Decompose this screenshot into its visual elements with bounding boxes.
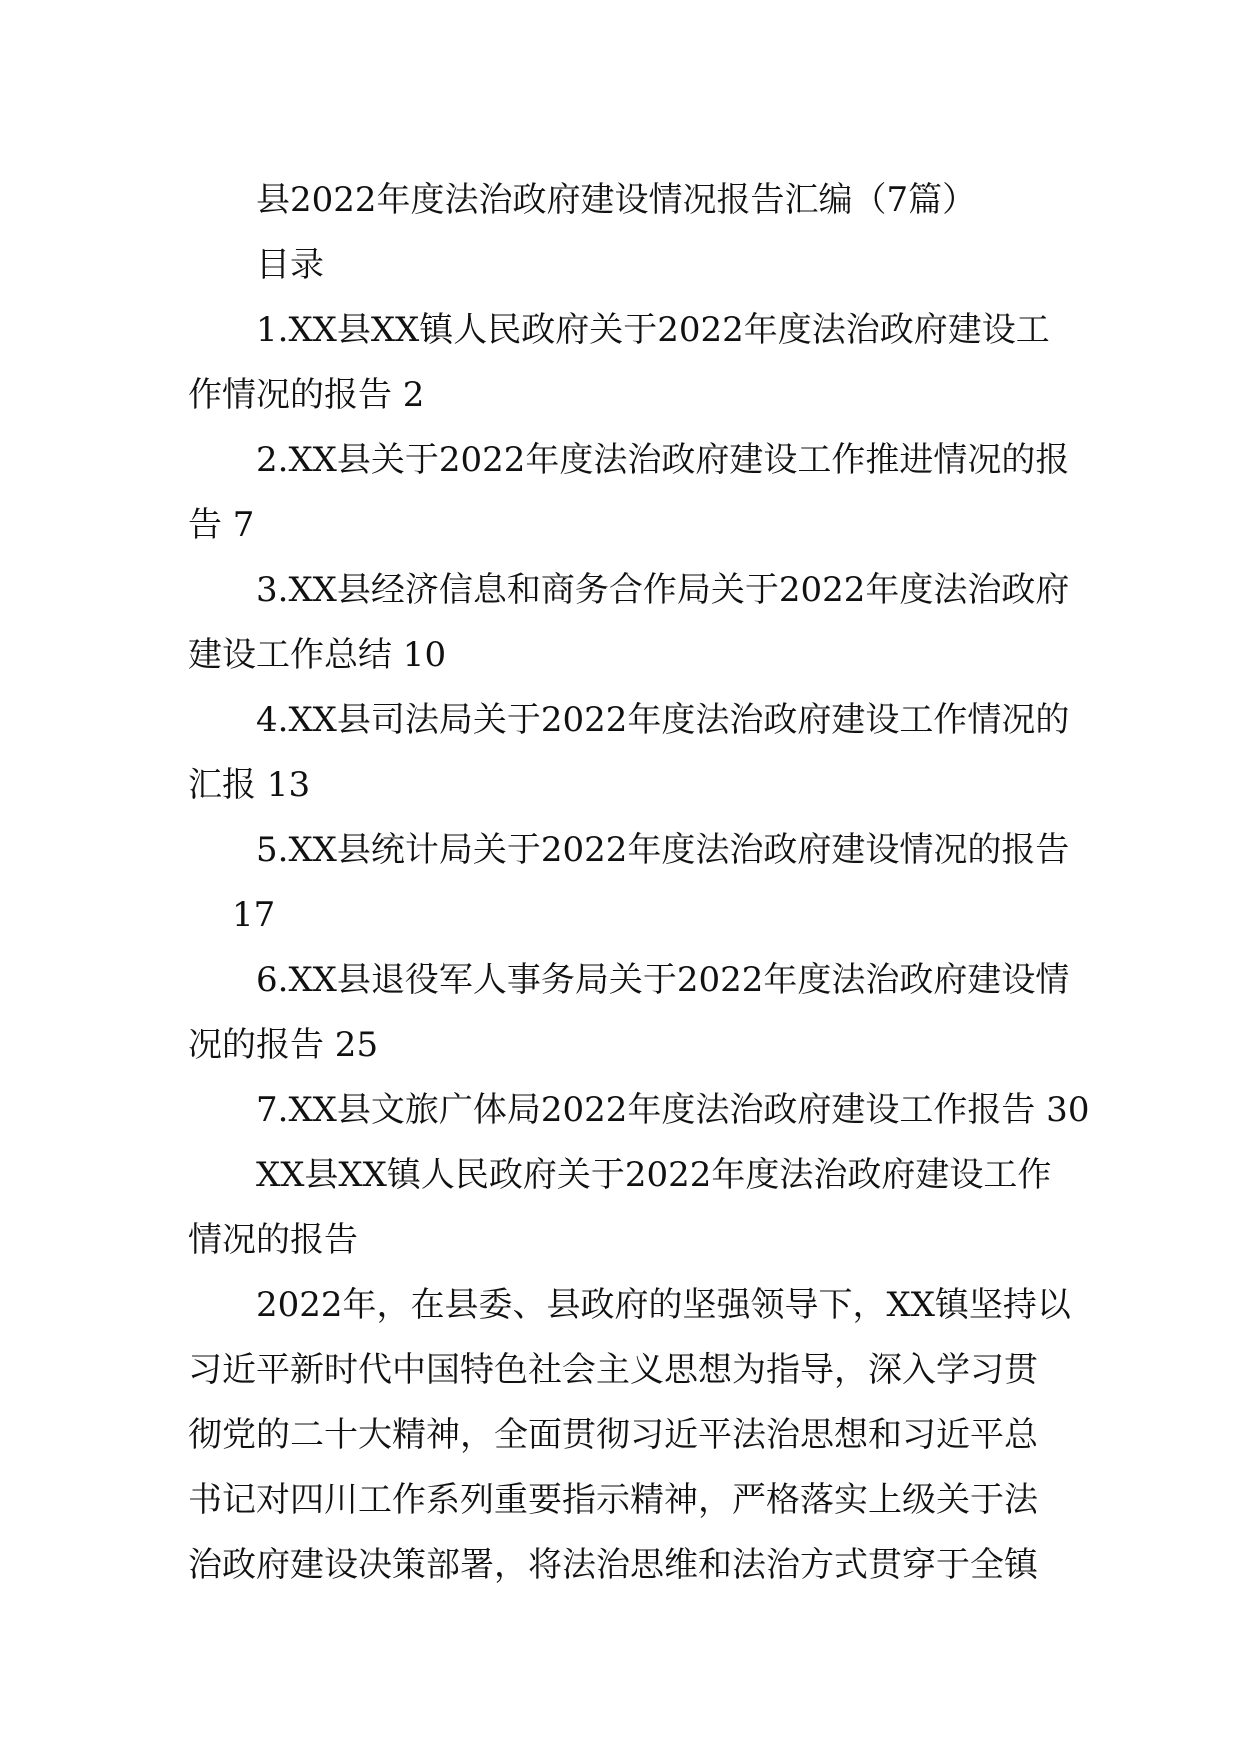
toc-entry-6-line-1: 6.XX县退役军人事务局关于2022年度法治政府建设情 <box>256 960 1070 1000</box>
section-title-line-2: 情况的报告 <box>188 1220 358 1260</box>
body-line-1: 2022年，在县委、县政府的坚强领导下，XX镇坚持以 <box>256 1285 1071 1325</box>
toc-entry-1-line-1: 1.XX县XX镇人民政府关于2022年度法治政府建设工 <box>256 310 1050 350</box>
document-content <box>188 168 1090 1598</box>
toc-entry-2-line-1: 2.XX县关于2022年度法治政府建设工作推进情况的报 <box>256 440 1070 480</box>
body-line-4: 书记对四川工作系列重要指示精神，严格落实上级关于法 <box>188 1480 1038 1520</box>
toc-heading: 目录 <box>256 245 324 285</box>
toc-entry-3-line-2: 建设工作总结 10 <box>188 635 447 675</box>
toc-entry-1-line-2: 作情况的报告 2 <box>188 375 425 415</box>
body-line-3: 彻党的二十大精神，全面贯彻习近平法治思想和习近平总 <box>188 1415 1038 1455</box>
section-title-line-1: XX县XX镇人民政府关于2022年度法治政府建设工作 <box>256 1155 1052 1195</box>
toc-entry-5-line-2: 17 <box>232 895 276 935</box>
toc-entry-2-line-2: 告 7 <box>188 505 255 545</box>
toc-entry-4-line-1: 4.XX县司法局关于2022年度法治政府建设工作情况的 <box>256 700 1070 740</box>
body-line-5: 治政府建设决策部署，将法治思维和法治方式贯穿于全镇 <box>188 1545 1038 1585</box>
toc-entry-6-line-2: 况的报告 25 <box>188 1025 379 1065</box>
body-line-2: 习近平新时代中国特色社会主义思想为指导，深入学习贯 <box>188 1350 1038 1390</box>
toc-entry-4-line-2: 汇报 13 <box>188 765 311 805</box>
toc-entry-3-line-1: 3.XX县经济信息和商务合作局关于2022年度法治政府 <box>256 570 1070 610</box>
toc-entry-7: 7.XX县文旅广体局2022年度法治政府建设工作报告 30 <box>256 1090 1090 1130</box>
document-title: 县2022年度法治政府建设情况报告汇编（7篇） <box>256 180 977 220</box>
toc-entry-5-line-1: 5.XX县统计局关于2022年度法治政府建设情况的报告 <box>256 830 1070 870</box>
